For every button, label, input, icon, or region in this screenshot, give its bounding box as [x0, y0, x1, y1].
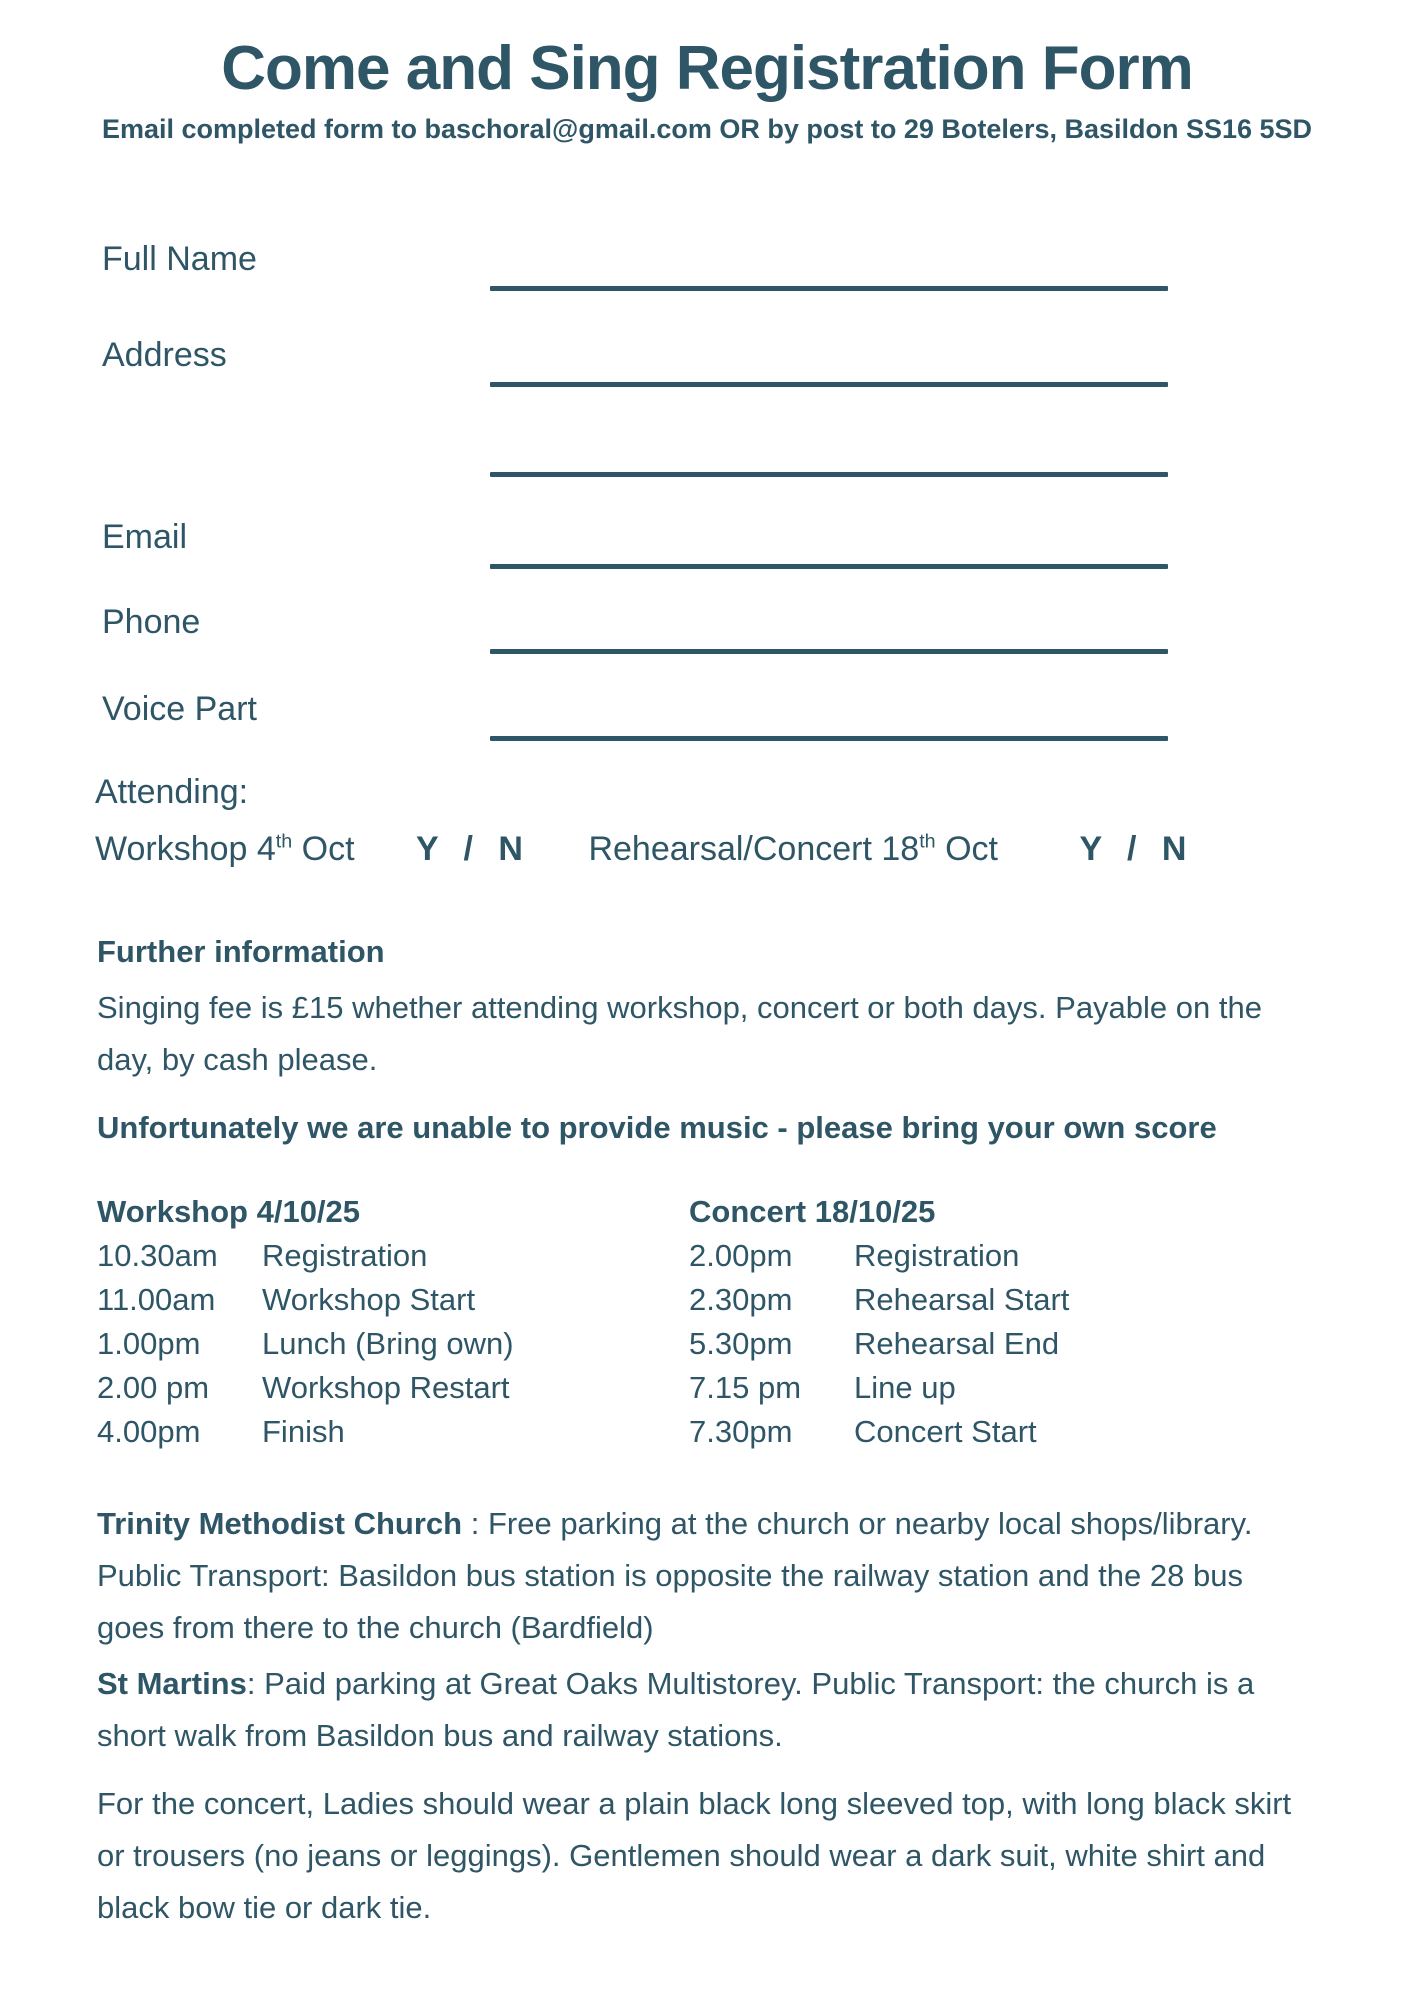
- phone-label: Phone: [102, 602, 201, 641]
- workshop-schedule-title: Workshop 4/10/25: [97, 1194, 361, 1230]
- further-information-heading: Further information: [97, 934, 385, 970]
- venue-information-section: [97, 1498, 1297, 1762]
- schedule-event: Lunch (Bring own): [262, 1326, 514, 1362]
- workshop-date-text: Workshop 4: [95, 830, 276, 869]
- concert-date-text: Rehearsal/Concert 18: [588, 830, 920, 869]
- schedule-event: Registration: [854, 1238, 1020, 1274]
- attending-section: [95, 767, 1414, 874]
- field-row-voice-part: [100, 654, 1414, 741]
- schedule-event: Rehearsal Start: [854, 1282, 1070, 1318]
- concert-schedule-column: [689, 1190, 1069, 1454]
- schedule-row: [689, 1234, 1069, 1278]
- workshop-date-month: Oct: [292, 830, 355, 869]
- schedule-time: 2.30pm: [689, 1282, 793, 1318]
- concert-date-month: Oct: [935, 830, 998, 869]
- field-row-phone: [100, 569, 1414, 654]
- schedule-event: Workshop Start: [262, 1282, 476, 1318]
- workshop-schedule-column: [97, 1190, 689, 1454]
- venue-name: Trinity Methodist Church: [97, 1506, 463, 1542]
- dress-code-paragraph: For the concert, Ladies should wear a plain black long sleeved top, with long black skirt or trousers (no jeans or leggings). Gentlemen should wear a dark suit, white shirt and black bow tie or dark tie.: [97, 1786, 1292, 1926]
- singing-fee-paragraph: Singing fee is £15 whether attending workshop, concert or both days. Payable on the day, by cash please.: [97, 990, 1262, 1078]
- schedule-row: [689, 1366, 1069, 1410]
- field-row-email: [100, 477, 1414, 569]
- concert-date-label: [588, 830, 998, 868]
- email-label: Email: [102, 517, 188, 556]
- schedule-row: [97, 1366, 689, 1410]
- schedule-section: [97, 1190, 1297, 1454]
- st-martins-paragraph: [97, 1658, 1297, 1762]
- schedule-event: Workshop Restart: [262, 1370, 510, 1406]
- venue-name: St Martins: [97, 1666, 247, 1702]
- dress-code-section: [97, 1778, 1297, 1934]
- schedule-row: [689, 1278, 1069, 1322]
- workshop-date-ordinal: th: [275, 830, 293, 853]
- schedule-time: 1.00pm: [97, 1326, 201, 1362]
- voice-part-label: Voice Part: [102, 689, 257, 728]
- concert-yes-no-choice[interactable]: Y / N: [1079, 830, 1187, 869]
- schedule-row: [97, 1234, 689, 1278]
- full-name-label: Full Name: [102, 239, 257, 278]
- concert-schedule-title: Concert 18/10/25: [689, 1194, 936, 1230]
- schedule-row: [97, 1322, 689, 1366]
- attending-heading: Attending:: [95, 772, 249, 811]
- workshop-date-label: [95, 830, 355, 868]
- bring-own-score-note: Unfortunately we are unable to provide music - please bring your own score: [97, 1110, 1217, 1146]
- submission-instructions: Email completed form to baschoral@gmail.com OR by post to 29 Botelers, Basildon SS16 5SD: [101, 113, 1313, 144]
- venue-details: : Free parking at the church or nearby local shops/library. Public Transport: Basildon bus station is opposite the railway station and the 28 bus goes from there to the church (Bardfield): [97, 1506, 1253, 1646]
- form-header: [0, 0, 1414, 145]
- concert-date-ordinal: th: [919, 830, 936, 853]
- schedule-time: 7.30pm: [689, 1414, 793, 1450]
- schedule-time: 11.00am: [97, 1282, 216, 1318]
- voice-part-input-line[interactable]: [490, 736, 1168, 741]
- schedule-event: Rehearsal End: [854, 1326, 1060, 1362]
- field-row-full-name: [100, 181, 1414, 291]
- schedule-row: [689, 1322, 1069, 1366]
- schedule-event: Concert Start: [854, 1414, 1037, 1450]
- workshop-yes-no-choice[interactable]: Y / N: [416, 830, 523, 869]
- further-information-section: [97, 932, 1297, 1148]
- trinity-church-paragraph: [97, 1498, 1297, 1654]
- schedule-time: 2.00pm: [689, 1238, 793, 1274]
- form-fields-section: [100, 181, 1414, 741]
- schedule-time: 5.30pm: [689, 1326, 793, 1362]
- schedule-row: [97, 1410, 689, 1454]
- schedule-event: Registration: [262, 1238, 428, 1274]
- field-row-address-2: [100, 387, 1414, 477]
- schedule-time: 2.00 pm: [97, 1370, 210, 1406]
- attending-options-row: [95, 817, 1414, 874]
- schedule-event: Finish: [262, 1414, 345, 1450]
- address-label: Address: [102, 335, 227, 374]
- schedule-row: [97, 1278, 689, 1322]
- page-title: Come and Sing Registration Form: [221, 34, 1193, 103]
- field-row-address: [100, 291, 1414, 387]
- schedule-event: Line up: [854, 1370, 956, 1406]
- schedule-row: [689, 1410, 1069, 1454]
- schedule-time: 7.15 pm: [689, 1370, 802, 1406]
- venue-details: : Paid parking at Great Oaks Multistorey. Public Transport: the church is a short walk from Basildon bus and railway stations.: [97, 1666, 1255, 1754]
- schedule-time: 10.30am: [97, 1238, 218, 1274]
- schedule-time: 4.00pm: [97, 1414, 201, 1450]
